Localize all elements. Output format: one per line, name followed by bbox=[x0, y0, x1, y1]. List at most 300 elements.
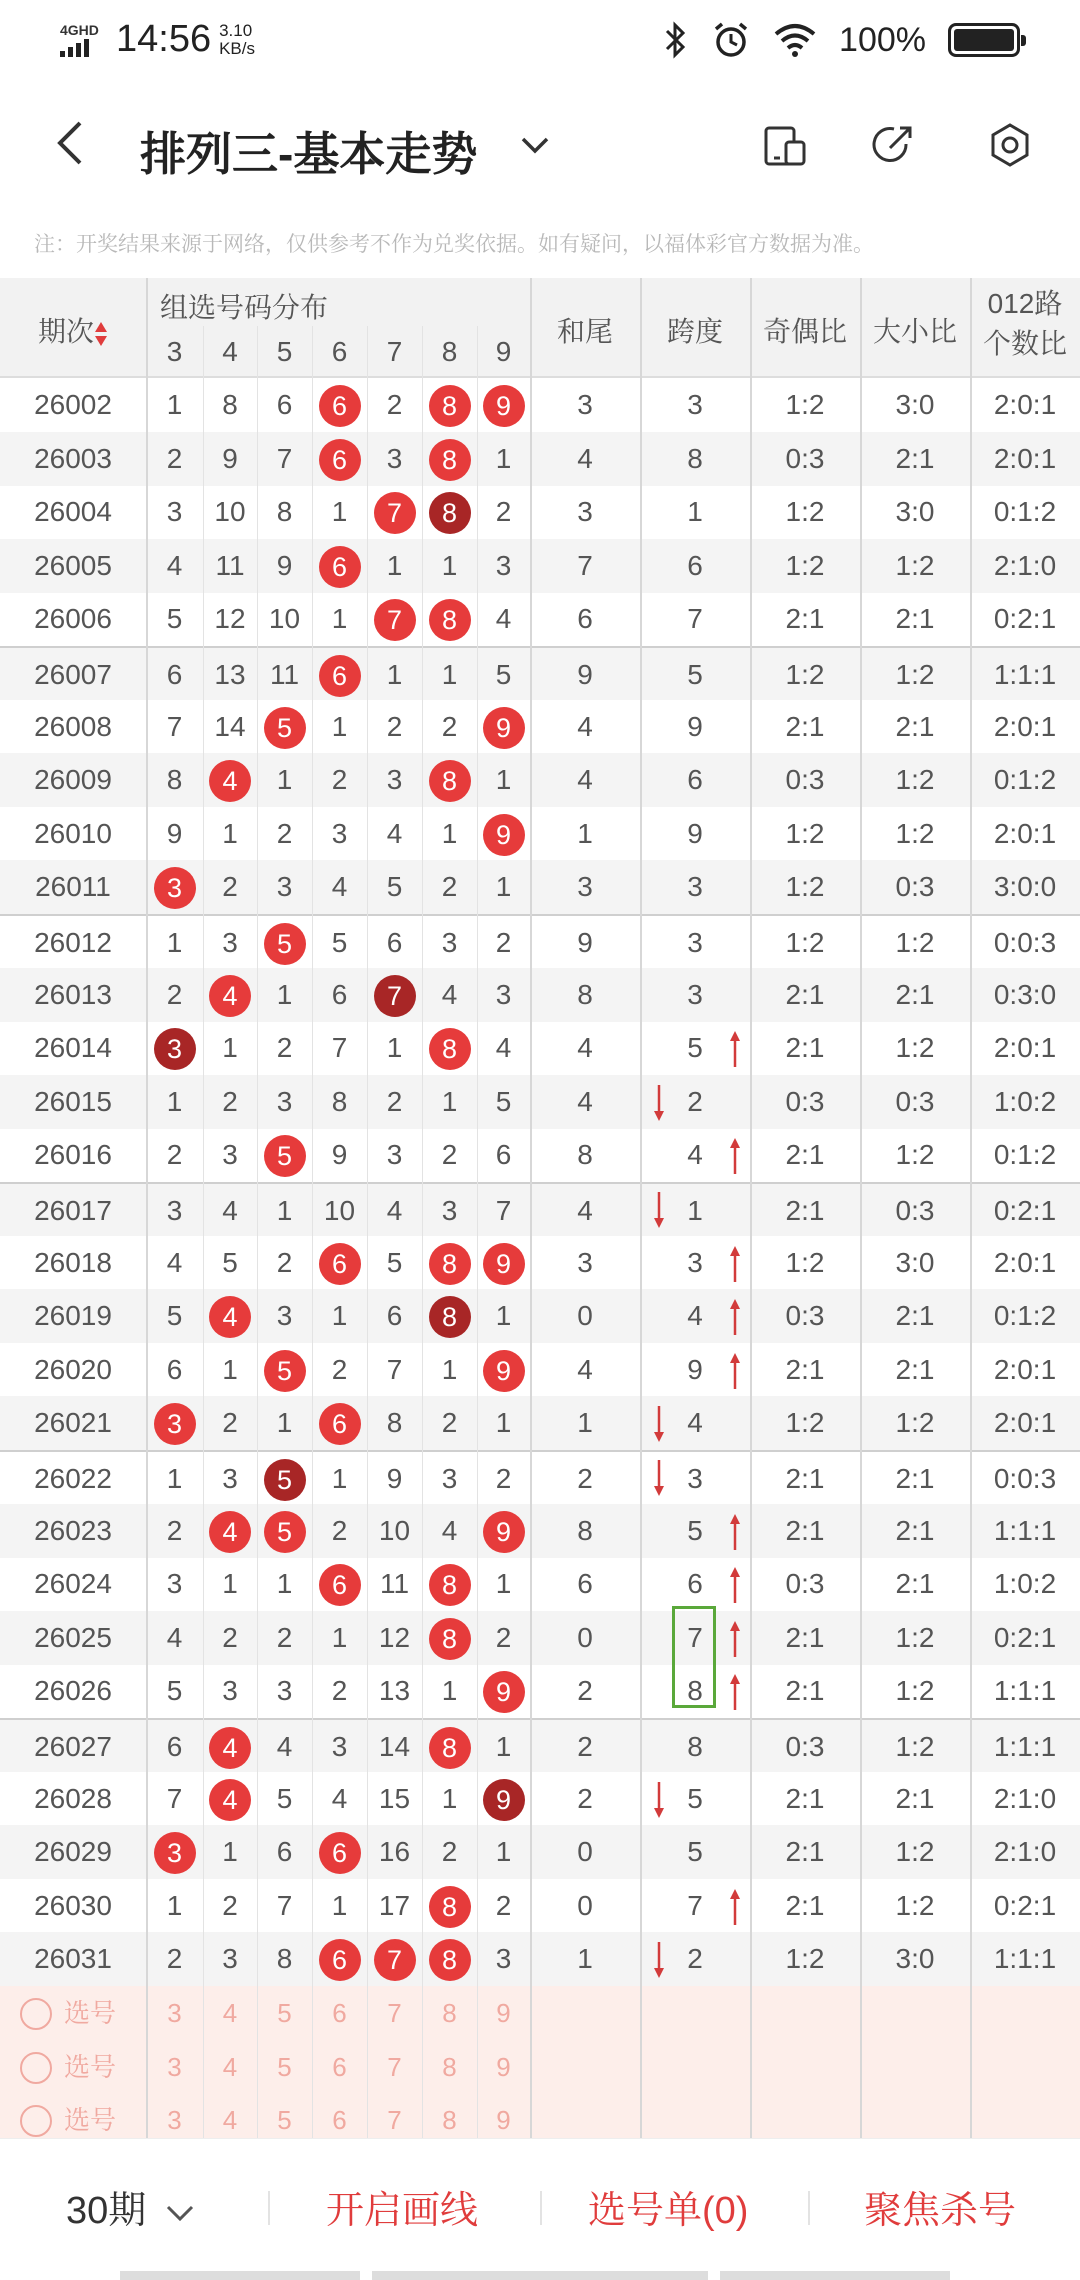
miss-count-cell: 3 bbox=[386, 1139, 403, 1171]
miss-count-cell: 8 bbox=[276, 1943, 293, 1975]
miss-count-cell: 6 bbox=[331, 978, 348, 1010]
ticket-button[interactable]: 选号单(0) bbox=[588, 2190, 749, 2232]
miss-count-cell: 2 bbox=[222, 871, 238, 903]
select-digit-7[interactable]: 7 bbox=[387, 2051, 402, 2082]
select-radio-icon[interactable] bbox=[20, 1998, 52, 2030]
odd-even-cell: 2:1 bbox=[785, 1782, 825, 1814]
odd-even-cell: 2:1 bbox=[785, 1195, 825, 1226]
miss-count-cell: 5 bbox=[495, 659, 512, 690]
net-speed bbox=[219, 22, 255, 58]
table-row bbox=[0, 1343, 1080, 1397]
span-cell: 1 bbox=[687, 1195, 703, 1226]
miss-count-cell: 2 bbox=[276, 817, 293, 849]
drawn-number-ball: 6 bbox=[319, 546, 361, 588]
miss-count-cell: 2 bbox=[386, 1085, 403, 1117]
miss-count-cell: 2 bbox=[166, 442, 183, 474]
period-cell: 26009 bbox=[34, 764, 112, 796]
miss-count-cell: 1 bbox=[276, 1568, 293, 1600]
odd-even-cell: 2:1 bbox=[785, 1889, 825, 1921]
trend-up-arrow-icon bbox=[728, 1297, 742, 1337]
miss-count-cell: 3 bbox=[222, 1943, 238, 1975]
period-cell: 26011 bbox=[35, 871, 111, 903]
select-digit-3[interactable]: 3 bbox=[167, 2051, 182, 2082]
sum-tail-cell: 6 bbox=[577, 1568, 593, 1600]
route-ratio-cell: 0:0:3 bbox=[993, 1463, 1057, 1494]
miss-count-cell: 1 bbox=[276, 1407, 293, 1439]
bluetooth-icon bbox=[663, 21, 689, 59]
period-cell: 26012 bbox=[34, 927, 112, 958]
odd-even-cell: 0:3 bbox=[785, 442, 825, 474]
header-012-route-line1: 012路 bbox=[987, 288, 1063, 319]
period-cell: 26004 bbox=[34, 496, 112, 528]
odd-even-cell: 2:1 bbox=[785, 1139, 825, 1171]
period-cell: 26029 bbox=[34, 1836, 112, 1868]
sum-tail-cell: 2 bbox=[577, 1731, 593, 1762]
route-ratio-cell: 2:0:1 bbox=[993, 389, 1057, 420]
select-digit-5[interactable]: 5 bbox=[277, 2105, 292, 2136]
miss-count-cell: 2 bbox=[166, 1943, 183, 1975]
miss-count-cell: 10 bbox=[268, 603, 301, 635]
table-row bbox=[0, 1396, 1080, 1450]
table-row bbox=[0, 1664, 1080, 1718]
miss-count-cell: 2 bbox=[386, 710, 403, 742]
route-ratio-cell: 1:1:1 bbox=[993, 659, 1057, 690]
route-ratio-cell: 1:1:1 bbox=[993, 1731, 1057, 1762]
drawn-number-ball: 7 bbox=[374, 599, 416, 641]
miss-count-cell: 1 bbox=[495, 764, 512, 796]
drawn-number-ball: 4 bbox=[209, 1296, 251, 1338]
drawn-number-ball: 7 bbox=[374, 1939, 416, 1981]
miss-count-cell: 1 bbox=[331, 1463, 348, 1494]
select-digit-9[interactable]: 9 bbox=[496, 1998, 511, 2028]
miss-count-cell: 4 bbox=[386, 1195, 403, 1226]
odd-even-cell: 1:2 bbox=[785, 1246, 825, 1278]
span-cell: 8 bbox=[687, 442, 703, 474]
miss-count-cell: 4 bbox=[331, 871, 348, 903]
share-icon[interactable] bbox=[868, 120, 918, 170]
period-cell: 26003 bbox=[34, 442, 112, 474]
route-ratio-cell: 2:0:1 bbox=[993, 442, 1057, 474]
odd-even-cell: 1:2 bbox=[785, 1943, 825, 1975]
span-cell: 3 bbox=[687, 389, 703, 420]
trend-down-arrow-icon bbox=[652, 1190, 666, 1230]
miss-count-cell: 1 bbox=[222, 1032, 238, 1064]
sum-tail-cell: 6 bbox=[577, 603, 593, 635]
miss-count-cell: 6 bbox=[166, 1353, 183, 1385]
odd-even-cell: 2:1 bbox=[785, 978, 825, 1010]
sum-tail-cell: 4 bbox=[577, 710, 593, 742]
route-ratio-cell: 2:1:0 bbox=[993, 1782, 1057, 1814]
title-dropdown-chevron-icon[interactable] bbox=[518, 132, 552, 158]
miss-count-cell: 11 bbox=[379, 1568, 410, 1600]
sum-tail-cell: 0 bbox=[577, 1300, 593, 1332]
period-select-label: 30期 bbox=[66, 2190, 147, 2232]
big-small-cell: 2:1 bbox=[895, 442, 935, 474]
drawn-number-ball: 4 bbox=[209, 760, 251, 802]
alarm-icon bbox=[711, 20, 751, 60]
sum-tail-cell: 8 bbox=[577, 1514, 593, 1546]
odd-even-cell: 2:1 bbox=[785, 1675, 825, 1707]
table-row bbox=[0, 1021, 1080, 1075]
miss-count-cell: 2 bbox=[441, 710, 458, 742]
drawn-number-ball: 8 bbox=[429, 1296, 471, 1338]
drawn-number-ball: 9 bbox=[483, 1350, 525, 1392]
miss-count-cell: 2 bbox=[331, 1353, 348, 1385]
period-select[interactable] bbox=[66, 2179, 195, 2234]
miss-count-cell: 1 bbox=[495, 1568, 512, 1600]
miss-count-cell: 2 bbox=[441, 871, 458, 903]
header-digit-8: 8 bbox=[441, 336, 458, 367]
miss-count-cell: 1 bbox=[441, 1675, 458, 1707]
table-row bbox=[0, 646, 1080, 700]
select-digit-5[interactable]: 5 bbox=[277, 1998, 292, 2028]
drawn-number-ball: 8 bbox=[429, 385, 471, 427]
span-cell: 6 bbox=[687, 549, 703, 581]
sum-tail-cell: 4 bbox=[577, 764, 593, 796]
select-digit-5[interactable]: 5 bbox=[277, 2051, 292, 2082]
phone-screen-icon[interactable] bbox=[760, 120, 810, 170]
miss-count-cell: 1 bbox=[495, 1836, 512, 1868]
miss-count-cell: 6 bbox=[386, 927, 403, 958]
route-ratio-cell: 0:1:2 bbox=[993, 1139, 1057, 1171]
table-row bbox=[0, 1289, 1080, 1343]
span-cell: 2 bbox=[687, 1943, 703, 1975]
header-digit-3: 3 bbox=[166, 336, 183, 367]
miss-count-cell: 2 bbox=[276, 1032, 293, 1064]
big-small-cell: 0:3 bbox=[895, 1085, 935, 1117]
odd-even-cell: 1:2 bbox=[785, 1407, 825, 1439]
span-cell: 9 bbox=[687, 710, 703, 742]
span-cell: 9 bbox=[687, 817, 703, 849]
drawn-number-ball: 8 bbox=[429, 1886, 471, 1928]
drawn-number-ball: 9 bbox=[483, 1511, 525, 1553]
span-cell: 3 bbox=[687, 1246, 703, 1278]
miss-count-cell: 5 bbox=[331, 927, 348, 958]
trend-up-arrow-icon bbox=[728, 1672, 742, 1712]
span-cell: 5 bbox=[687, 1514, 703, 1546]
trend-up-arrow-icon bbox=[728, 1244, 742, 1284]
miss-count-cell: 3 bbox=[441, 1463, 458, 1494]
miss-count-cell: 4 bbox=[386, 817, 403, 849]
big-small-cell: 0:3 bbox=[895, 871, 935, 903]
miss-count-cell: 2 bbox=[441, 1139, 458, 1171]
miss-count-cell: 1 bbox=[441, 1353, 458, 1385]
drawn-number-ball: 8 bbox=[429, 1939, 471, 1981]
miss-count-cell: 1 bbox=[441, 817, 458, 849]
table-row bbox=[0, 1772, 1080, 1826]
trend-up-arrow-icon bbox=[728, 1565, 742, 1605]
drawn-number-ball: 5 bbox=[264, 923, 306, 965]
table-row bbox=[0, 860, 1080, 914]
route-ratio-cell: 0:2:1 bbox=[993, 1889, 1057, 1921]
focus-kill-button[interactable]: 聚焦杀号 bbox=[864, 2190, 1017, 2232]
drawn-number-ball: 3 bbox=[154, 1832, 196, 1874]
signal-bars-icon bbox=[60, 39, 104, 57]
drawn-number-ball: 6 bbox=[319, 655, 361, 697]
header-digit-6: 6 bbox=[331, 336, 348, 367]
select-digit-6[interactable]: 6 bbox=[332, 1998, 347, 2028]
route-ratio-cell: 0:1:2 bbox=[993, 764, 1057, 796]
miss-count-cell: 3 bbox=[276, 1300, 293, 1332]
miss-count-cell: 1 bbox=[222, 1568, 238, 1600]
drawn-number-ball: 9 bbox=[483, 707, 525, 749]
miss-count-cell: 9 bbox=[331, 1139, 348, 1171]
big-small-cell: 2:1 bbox=[895, 978, 935, 1010]
period-cell: 26015 bbox=[34, 1085, 112, 1117]
drawn-number-ball: 7 bbox=[374, 975, 416, 1017]
drawn-number-ball: 9 bbox=[483, 1243, 525, 1285]
table-row bbox=[0, 539, 1080, 593]
big-small-cell: 3:0 bbox=[895, 496, 935, 528]
period-cell: 26010 bbox=[34, 817, 112, 849]
big-small-cell: 3:0 bbox=[895, 389, 935, 420]
drawn-number-ball: 8 bbox=[429, 439, 471, 481]
drawn-number-ball: 8 bbox=[429, 1028, 471, 1070]
select-digit-3[interactable]: 3 bbox=[167, 2105, 182, 2136]
table-row bbox=[0, 1825, 1080, 1879]
miss-count-cell: 1 bbox=[166, 1463, 183, 1494]
number-select-row[interactable] bbox=[0, 1986, 1080, 2040]
sum-tail-cell: 3 bbox=[577, 389, 593, 420]
miss-count-cell: 3 bbox=[166, 496, 183, 528]
miss-count-cell: 6 bbox=[386, 1300, 403, 1332]
select-digit-6[interactable]: 6 bbox=[332, 2105, 347, 2136]
miss-count-cell: 2 bbox=[495, 1889, 512, 1921]
drawn-number-ball: 3 bbox=[154, 867, 196, 909]
table-row bbox=[0, 1236, 1080, 1290]
number-select-row[interactable] bbox=[0, 2040, 1080, 2094]
miss-count-cell: 1 bbox=[331, 1889, 348, 1921]
select-digit-7[interactable]: 7 bbox=[387, 2105, 402, 2136]
drawn-number-ball: 8 bbox=[429, 599, 471, 641]
trend-down-arrow-icon bbox=[652, 1780, 666, 1820]
big-small-cell: 1:2 bbox=[895, 1675, 935, 1707]
period-cell: 26018 bbox=[34, 1246, 112, 1278]
back-arrow-icon[interactable] bbox=[50, 118, 90, 168]
miss-count-cell: 1 bbox=[386, 659, 403, 690]
period-cell: 26016 bbox=[34, 1139, 112, 1171]
select-radio-icon[interactable] bbox=[20, 2105, 52, 2137]
select-digit-9[interactable]: 9 bbox=[496, 2051, 511, 2082]
miss-count-cell: 1 bbox=[441, 659, 458, 690]
select-digit-3[interactable]: 3 bbox=[167, 1998, 182, 2028]
select-digit-7[interactable]: 7 bbox=[387, 1998, 402, 2028]
odd-even-cell: 2:1 bbox=[785, 1463, 825, 1494]
sum-tail-cell: 2 bbox=[577, 1782, 593, 1814]
drawn-number-ball: 4 bbox=[209, 1727, 251, 1769]
route-ratio-cell: 0:2:1 bbox=[993, 1195, 1057, 1226]
miss-count-cell: 6 bbox=[495, 1139, 512, 1171]
miss-count-cell: 4 bbox=[166, 1621, 183, 1653]
sort-icon bbox=[94, 320, 108, 348]
miss-count-cell: 16 bbox=[378, 1836, 411, 1868]
select-digit-8[interactable]: 8 bbox=[442, 2051, 457, 2082]
select-radio-icon[interactable] bbox=[20, 2052, 52, 2084]
route-ratio-cell: 2:0:1 bbox=[993, 710, 1057, 742]
miss-count-cell: 1 bbox=[166, 389, 183, 420]
miss-count-cell: 1 bbox=[495, 1300, 512, 1332]
period-cell: 26017 bbox=[34, 1195, 112, 1226]
trend-up-arrow-icon bbox=[728, 1136, 742, 1176]
big-small-cell: 1:2 bbox=[895, 1889, 935, 1921]
period-cell: 26005 bbox=[34, 549, 112, 581]
select-digit-4[interactable]: 4 bbox=[222, 2051, 238, 2082]
select-digit-8[interactable]: 8 bbox=[442, 2105, 457, 2136]
miss-count-cell: 12 bbox=[378, 1621, 411, 1653]
miss-count-cell: 2 bbox=[441, 1407, 458, 1439]
miss-count-cell: 7 bbox=[331, 1032, 348, 1064]
route-ratio-cell: 1:0:2 bbox=[993, 1568, 1057, 1600]
odd-even-cell: 1:2 bbox=[785, 389, 825, 420]
table-header bbox=[0, 278, 1080, 378]
header-012-route bbox=[970, 284, 1080, 364]
miss-count-cell: 7 bbox=[166, 710, 183, 742]
miss-count-cell: 4 bbox=[495, 603, 512, 635]
big-small-cell: 1:2 bbox=[895, 1032, 935, 1064]
page-title: 排列三-基本走势 bbox=[140, 128, 478, 180]
span-cell: 4 bbox=[687, 1139, 703, 1171]
span-cell: 4 bbox=[687, 1300, 703, 1332]
header-digit-9: 9 bbox=[495, 336, 512, 367]
drawn-number-ball: 3 bbox=[154, 1403, 196, 1445]
period-cell: 26006 bbox=[34, 603, 112, 635]
settings-icon[interactable] bbox=[985, 120, 1035, 170]
big-small-cell: 1:2 bbox=[895, 1836, 935, 1868]
miss-count-cell: 1 bbox=[441, 1085, 458, 1117]
sum-tail-cell: 4 bbox=[577, 1195, 593, 1226]
clock: 14:56 bbox=[116, 18, 212, 60]
select-label: 选号 bbox=[64, 2105, 117, 2136]
period-cell: 26020 bbox=[34, 1353, 112, 1385]
span-cell: 7 bbox=[687, 1889, 703, 1921]
drawn-number-ball: 6 bbox=[319, 1939, 361, 1981]
miss-count-cell: 9 bbox=[166, 817, 183, 849]
miss-count-cell: 11 bbox=[269, 659, 300, 690]
table-row bbox=[0, 753, 1080, 807]
miss-count-cell: 1 bbox=[276, 978, 293, 1010]
drawn-number-ball: 9 bbox=[483, 385, 525, 427]
select-digit-8[interactable]: 8 bbox=[442, 1998, 457, 2028]
drawn-number-ball: 4 bbox=[209, 1779, 251, 1821]
sum-tail-cell: 3 bbox=[577, 1246, 593, 1278]
miss-count-cell: 3 bbox=[495, 978, 512, 1010]
period-cell: 26007 bbox=[34, 659, 112, 690]
miss-count-cell: 2 bbox=[276, 1621, 293, 1653]
miss-count-cell: 5 bbox=[386, 871, 403, 903]
signal-indicator bbox=[60, 23, 104, 57]
route-ratio-cell: 0:1:2 bbox=[993, 1300, 1057, 1332]
big-small-cell: 2:1 bbox=[895, 1514, 935, 1546]
big-small-cell: 2:1 bbox=[895, 1782, 935, 1814]
drawn-number-ball: 8 bbox=[429, 1243, 471, 1285]
miss-count-cell: 14 bbox=[214, 710, 246, 742]
table-row bbox=[0, 1182, 1080, 1236]
header-digit-7: 7 bbox=[386, 336, 403, 367]
big-small-cell: 1:2 bbox=[895, 1731, 935, 1762]
period-cell: 26025 bbox=[34, 1621, 112, 1653]
miss-count-cell: 1 bbox=[495, 871, 512, 903]
drawn-number-ball: 5 bbox=[264, 1135, 306, 1177]
header-period[interactable] bbox=[0, 310, 146, 350]
sum-tail-cell: 1 bbox=[577, 1943, 593, 1975]
route-ratio-cell: 3:0:0 bbox=[993, 871, 1057, 903]
miss-count-cell: 12 bbox=[214, 603, 246, 635]
route-ratio-cell: 2:0:1 bbox=[993, 817, 1057, 849]
big-small-cell: 0:3 bbox=[895, 1195, 935, 1226]
miss-count-cell: 7 bbox=[166, 1782, 183, 1814]
miss-count-cell: 1 bbox=[331, 710, 348, 742]
table-row bbox=[0, 1611, 1080, 1665]
big-small-cell: 1:2 bbox=[895, 1407, 935, 1439]
span-cell: 3 bbox=[687, 1463, 703, 1494]
drawn-number-ball: 8 bbox=[429, 492, 471, 534]
select-digit-9[interactable]: 9 bbox=[496, 2105, 511, 2136]
drawn-number-ball: 8 bbox=[429, 760, 471, 802]
period-cell: 26026 bbox=[34, 1675, 112, 1707]
select-label: 选号 bbox=[64, 1998, 117, 2028]
span-cell: 3 bbox=[687, 978, 703, 1010]
span-cell: 8 bbox=[687, 1675, 703, 1707]
miss-count-cell: 1 bbox=[166, 927, 183, 958]
miss-count-cell: 3 bbox=[222, 1675, 238, 1707]
table-row bbox=[0, 592, 1080, 646]
drawn-number-ball: 9 bbox=[483, 814, 525, 856]
miss-count-cell: 1 bbox=[166, 1889, 183, 1921]
miss-count-cell: 11 bbox=[215, 549, 245, 581]
period-cell: 26019 bbox=[34, 1300, 112, 1332]
miss-count-cell: 8 bbox=[386, 1407, 403, 1439]
drawn-number-ball: 5 bbox=[264, 1459, 306, 1501]
miss-count-cell: 2 bbox=[441, 1836, 458, 1868]
drawn-number-ball: 5 bbox=[264, 707, 306, 749]
bottom-toolbar bbox=[0, 2138, 1080, 2280]
sum-tail-cell: 1 bbox=[577, 1407, 593, 1439]
big-small-cell: 1:2 bbox=[895, 764, 935, 796]
span-cell: 8 bbox=[687, 1731, 703, 1762]
select-digit-4[interactable]: 4 bbox=[222, 2105, 238, 2136]
select-digit-6[interactable]: 6 bbox=[332, 2051, 347, 2082]
disclaimer-notice: 注：开奖结果来源于网络，仅供参考不作为兑奖依据。如有疑问，以福体彩官方数据为准。 bbox=[34, 233, 874, 256]
miss-count-cell: 6 bbox=[276, 1836, 293, 1868]
miss-count-cell: 3 bbox=[495, 549, 512, 581]
header-sum-tail: 和尾 bbox=[556, 316, 613, 347]
trend-up-arrow-icon bbox=[728, 1619, 742, 1659]
odd-even-cell: 1:2 bbox=[785, 549, 825, 581]
sum-tail-cell: 4 bbox=[577, 1085, 593, 1117]
miss-count-cell: 3 bbox=[276, 1085, 293, 1117]
miss-count-cell: 3 bbox=[331, 817, 348, 849]
route-ratio-cell: 1:1:1 bbox=[993, 1943, 1057, 1975]
span-cell: 5 bbox=[687, 1032, 703, 1064]
trend-down-arrow-icon bbox=[652, 1404, 666, 1444]
odd-even-cell: 0:3 bbox=[785, 1300, 825, 1332]
select-digit-4[interactable]: 4 bbox=[222, 1998, 238, 2028]
route-ratio-cell: 0:2:1 bbox=[993, 1621, 1057, 1653]
miss-count-cell: 5 bbox=[166, 1675, 183, 1707]
miss-count-cell: 3 bbox=[495, 1943, 512, 1975]
table-row bbox=[0, 1879, 1080, 1933]
draw-line-button[interactable]: 开启画线 bbox=[326, 2190, 479, 2232]
route-ratio-cell: 2:1:0 bbox=[993, 1836, 1057, 1868]
top-bar bbox=[0, 80, 1080, 210]
odd-even-cell: 1:2 bbox=[785, 659, 825, 690]
net-speed-value: 3.10 bbox=[219, 20, 253, 40]
odd-even-cell: 2:1 bbox=[785, 1032, 825, 1064]
odd-even-cell: 2:1 bbox=[785, 1353, 825, 1385]
period-cell: 26013 bbox=[34, 978, 112, 1010]
header-digit-5: 5 bbox=[276, 336, 293, 367]
period-cell: 26008 bbox=[34, 710, 112, 742]
